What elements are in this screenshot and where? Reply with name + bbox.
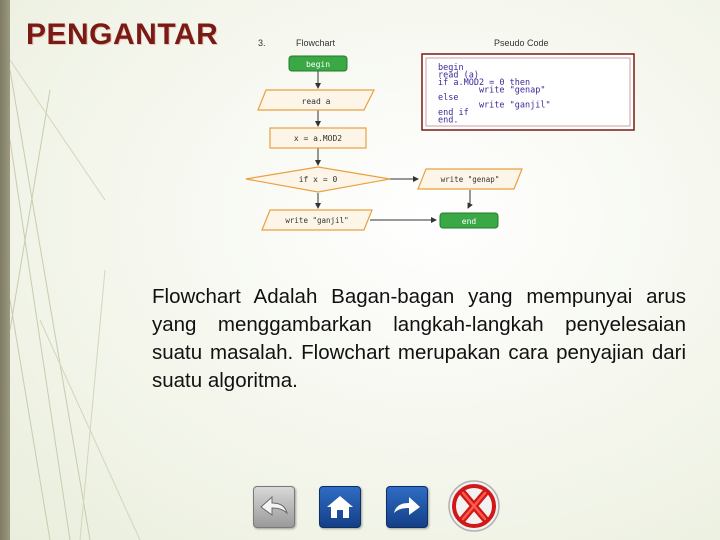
pseudo-line: end if bbox=[438, 108, 469, 118]
arrow-left-icon bbox=[259, 494, 289, 520]
figure-number: 3. bbox=[258, 38, 266, 48]
close-icon bbox=[446, 478, 502, 534]
pseudo-line: read (a) bbox=[438, 70, 479, 81]
home-icon bbox=[326, 494, 354, 520]
connector-genap-end bbox=[468, 190, 470, 208]
pseudo-line: write "ganjil" bbox=[438, 100, 551, 111]
pseudo-line: if a.MOD2 = 0 then bbox=[438, 78, 531, 88]
exit-button[interactable] bbox=[446, 478, 502, 534]
flow-write-ganjil-label: write "ganjil" bbox=[285, 216, 349, 225]
flowchart-figure bbox=[244, 30, 644, 240]
arrow-right-icon bbox=[392, 494, 422, 520]
flow-assign-label: x = a.MOD2 bbox=[293, 134, 343, 143]
decorative-lines bbox=[10, 0, 250, 540]
flow-end-label: end bbox=[461, 217, 477, 226]
flow-write-genap-label: write "genap" bbox=[440, 175, 500, 184]
home-button[interactable] bbox=[319, 486, 361, 528]
sidebar-stripe bbox=[0, 0, 10, 540]
page-title: PENGANTAR bbox=[26, 18, 219, 51]
flow-decision-label: if x = 0 bbox=[298, 175, 338, 184]
next-button[interactable] bbox=[386, 486, 428, 528]
pseudo-line: else bbox=[438, 93, 459, 103]
pseudo-line: end. bbox=[438, 115, 459, 126]
flow-begin-label: begin bbox=[305, 60, 331, 69]
flow-read-label: read a bbox=[301, 97, 331, 106]
pseudo-line: write "genap" bbox=[438, 85, 546, 96]
definition-paragraph: Flowchart Adalah Bagan-bagan yang mempunyai arus yang menggambarkan langkah-langkah penyelesaian suatu masalah. Flowchart merupakan cara penyajian dari suatu algoritma. bbox=[152, 285, 686, 392]
back-button[interactable] bbox=[253, 486, 295, 528]
pseudo-line: begin bbox=[438, 63, 464, 73]
flowchart-heading: Flowchart bbox=[296, 38, 336, 48]
pseudo-code-heading: Pseudo Code bbox=[494, 38, 549, 48]
